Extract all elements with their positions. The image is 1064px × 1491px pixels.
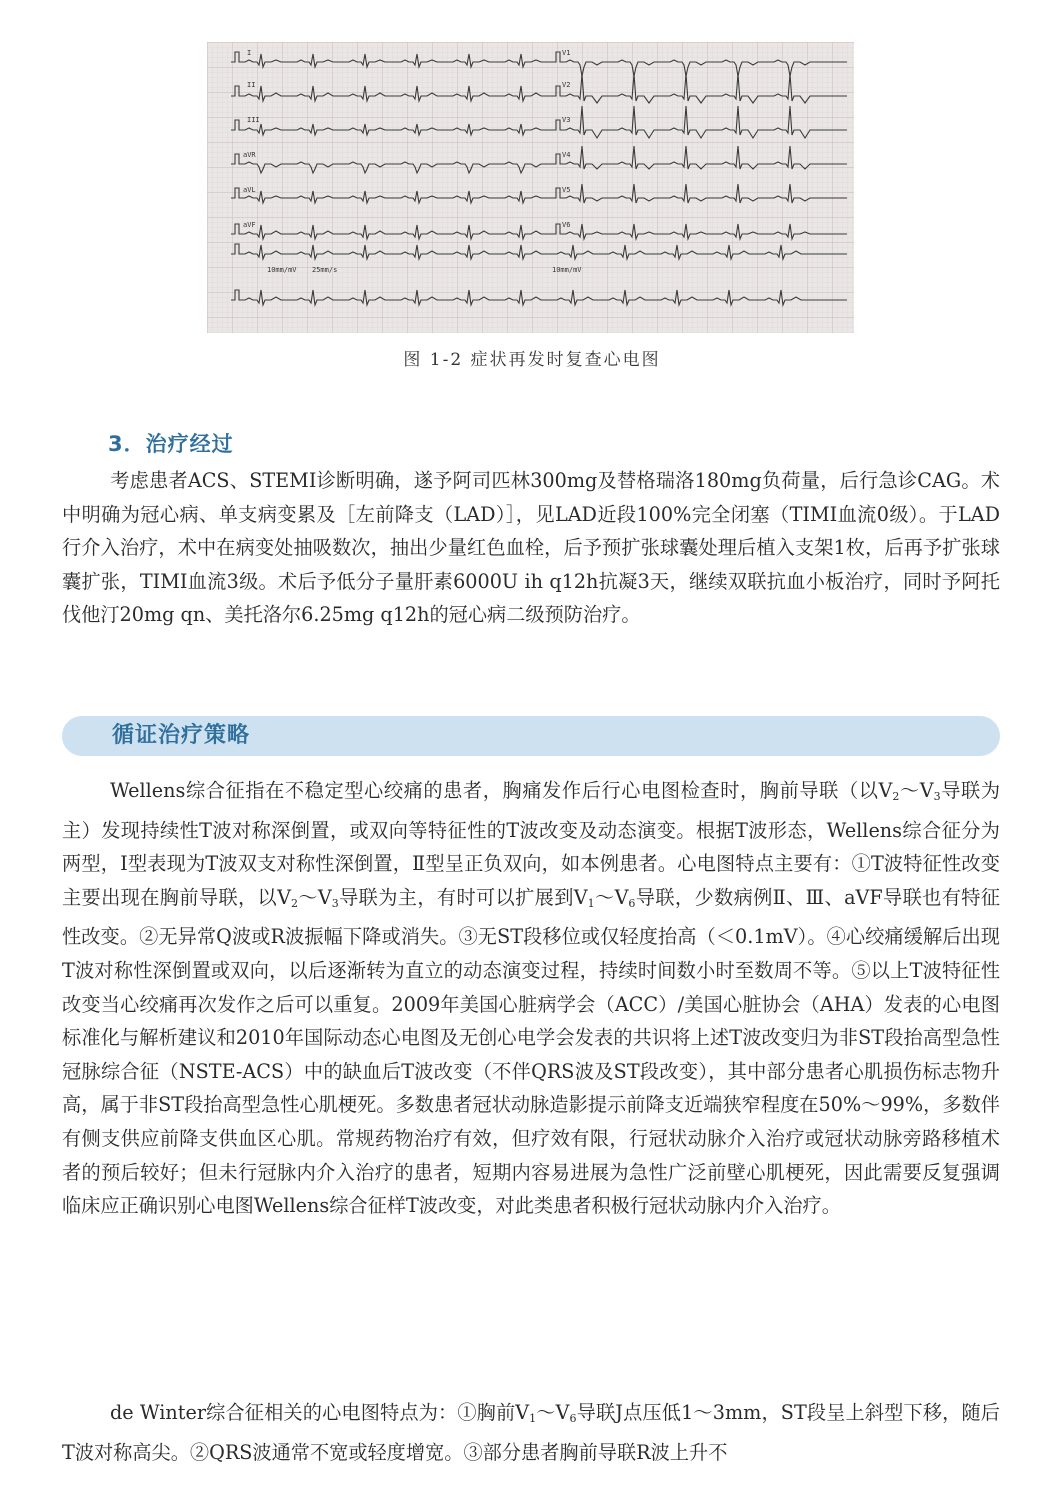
subscript: 6 <box>628 896 636 910</box>
section-heading-treatment: 3．治疗经过 <box>108 432 234 456</box>
subscript: 1 <box>587 896 595 910</box>
lead-label-i: I <box>247 49 252 57</box>
treatment-text: 考虑患者ACS、STEMI诊断明确，遂予阿司匹林300mg及替格瑞洛180mg负荷量，后行急诊CAG。术中明确为冠心病、单支病变累及［左前降支（LAD）］，见LAD近段100%完全闭塞（TIMI血流0级）。于LAD行介入治疗，术中在病变处抽吸数次，抽出少量红色血栓，后予预扩张球囊处理后植入支架1枚，后再予扩张球囊扩张，TIMI血流3级。术后予低分子量肝素6000U ih q12h抗凝3天，继续双联抗血小板治疗，同时予阿托伐他汀20mg qn、美托洛尔6.25mg q12h的冠心病二级预防治疗。 <box>62 469 1000 627</box>
lead-label-iii: III <box>247 116 260 124</box>
figure-caption: 图 1-2 症状再发时复查心电图 <box>403 350 661 370</box>
wellens-text-5: 导联为主，有时可以扩展到V <box>338 885 588 909</box>
wellens-text-4: ～V <box>297 885 332 909</box>
subscript: 2 <box>290 896 298 910</box>
dewinter-paragraph <box>62 1396 1000 1469</box>
gain-label-right: 10mm/mV <box>552 266 582 274</box>
subscript: 1 <box>529 1412 537 1425</box>
lead-label-avr: aVR <box>243 151 256 159</box>
dewinter-text-1: de Winter综合征相关的心电图特点为：①胸前V <box>110 1401 530 1424</box>
wellens-text-3: 导联为主）发现持续性T波对称深倒置，或双向等特征性的T波改变及动态演变。根据T波形态，Wellens综合征分为两型，Ⅰ型表现为T波双支对称性深倒置，Ⅱ型呈正负双向，如本例患者。心电图特点主要有：①T波特征性改变主要出现在胸前导联，以V <box>62 779 1001 909</box>
section-banner <box>62 716 1000 756</box>
lead-label-v3: V3 <box>562 116 571 124</box>
lead-label-avf: aVF <box>243 221 256 229</box>
lead-label-v4: V4 <box>562 151 571 159</box>
wellens-paragraph <box>62 774 1000 1223</box>
lead-label-avl: aVL <box>243 186 256 194</box>
speed-label: 25mm/s <box>312 266 338 274</box>
treatment-paragraph <box>62 464 1000 632</box>
subscript: 2 <box>892 790 900 803</box>
wellens-text-6: ～V <box>594 885 629 909</box>
lead-label-v5: V5 <box>562 186 571 194</box>
dewinter-text-2: ～V <box>536 1401 570 1424</box>
wellens-text-7: 导联，少数病例Ⅱ、Ⅲ、aVF导联也有特征性改变。②无异常Q波或R波振幅下降或消失。③无ST段移位或仅轻度抬高（＜0.1mV）。④心绞痛缓解后出现T波对称性深倒置或双向，以后逐渐转为直立的动态演变过程，持续时间数小时至数周不等。⑤以上T波特征性改变当心绞痛再次发作之后可以重复。2009年美国心脏病学会（ACC）/美国心脏协会（AHA）发表的心电图标准化与解析建议和2010年国际动态心电图及无创心电学会发表的共识将上述T波改变归为非ST段抬高型急性冠脉综合征（NSTE-ACS）中的缺血后T波改变（不伴QRS波及ST段改变），其中部分患者心肌损伤标志物升高，属于非ST段抬高型急性心肌梗死。多数患者冠状动脉造影提示前降支近端狭窄程度在50%～99%，多数伴有侧支供应前降支供血区心肌。常规药物治疗有效，但疗效有限，行冠状动脉介入治疗或冠状动脉旁路移植术者的预后较好；但未行冠脉内介入治疗的患者，短期内容易进展为急性广泛前壁心肌梗死，因此需要反复强调临床应正确识别心电图Wellens综合征样T波改变，对此类患者积极行冠状动脉内介入治疗。 <box>62 885 1001 1218</box>
lead-label-v2: V2 <box>562 81 571 89</box>
lead-label-ii: II <box>247 81 256 89</box>
ecg-grid <box>207 42 854 333</box>
wellens-text-2: ～V <box>899 779 934 802</box>
gain-label: 10mm/mV <box>267 266 297 274</box>
subscript: 6 <box>569 1412 577 1425</box>
banner-title: 循证治疗策略 <box>112 723 251 748</box>
subscript: 3 <box>933 790 941 803</box>
ecg-figure <box>207 42 854 333</box>
lead-label-v1: V1 <box>562 49 571 57</box>
dewinter-text-3: 导联J点压低1～3mm，ST段呈上斜型下移，随后T波对称高尖。②QRS波通常不宽或轻度增宽。③部分患者胸前导联R波上升不 <box>62 1401 1000 1464</box>
lead-label-v6: V6 <box>562 221 571 229</box>
subscript: 3 <box>331 896 339 910</box>
ecg-tracing <box>207 42 854 333</box>
wellens-text-1: Wellens综合征指在不稳定型心绞痛的患者，胸痛发作后行心电图检查时，胸前导联（以V <box>110 779 893 802</box>
